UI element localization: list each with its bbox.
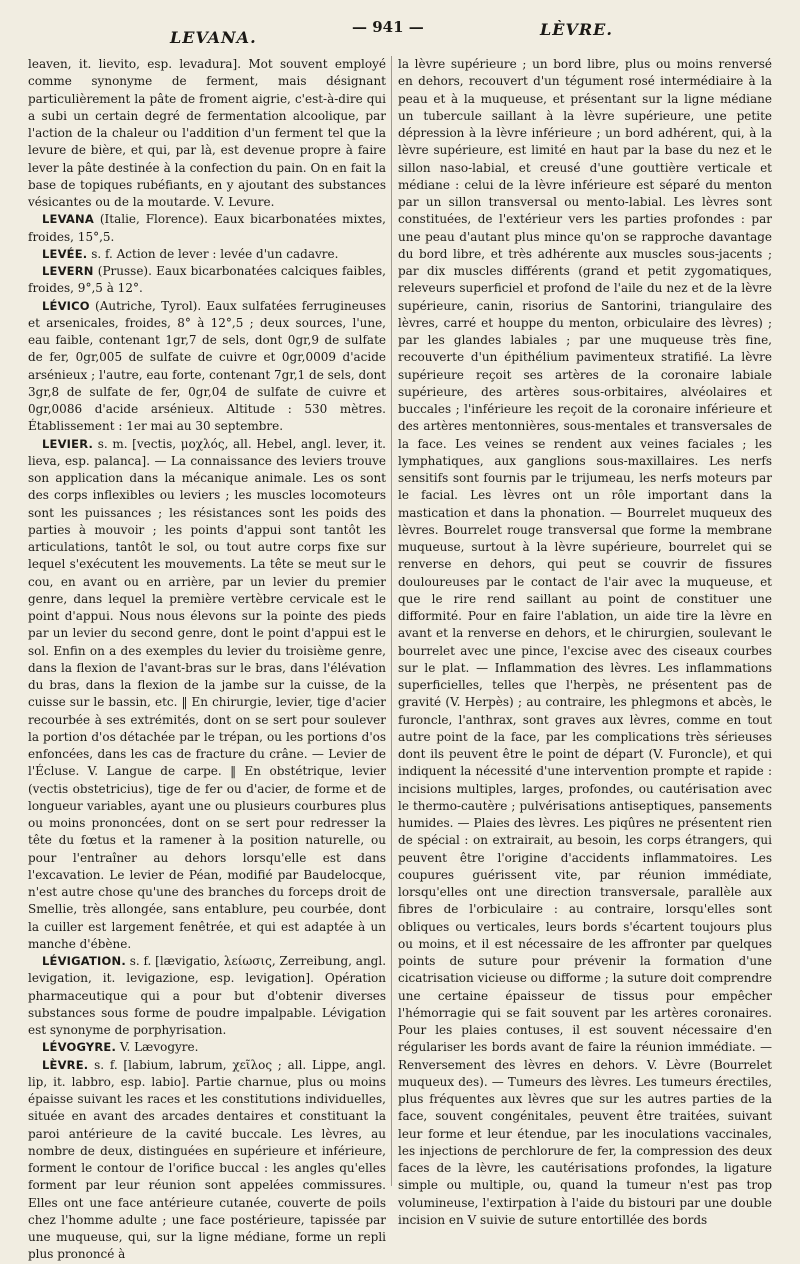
left-column bbox=[28, 56, 387, 1262]
entry-text: s. f. Action de lever : levée d'un cadavre. bbox=[91, 246, 339, 261]
entry-headword: LÉVICO bbox=[42, 298, 90, 313]
entry-text: V. Lævogyre. bbox=[119, 1040, 199, 1055]
entry-headword: LÉVIGATION. bbox=[42, 954, 126, 968]
entry-text: (Prusse). Eaux bicarbonatées calciques faibles, froides, 9°,5 à 12°. bbox=[28, 264, 386, 296]
header-right-word: LÈVRE. bbox=[540, 20, 613, 39]
entry-text: leaven, it. lievito, esp. levadura]. Mot souvent employé comme synonyme de ferment, mais désignant particulièrement la pâte de froment aigrie, c'est-à-dire qui a subi un certain degré de fermentation alcoolique, par l'action de la chaleur ou l'addition d'un ferment tel que la levure de bière, et qui, par là, est devenue propre à faire lever la pâte destinée à la confection du pain. On en fait la base de topiques rubéfiants, en y ajoutant des substances vésicantes ou de la moutarde. V. Levure. bbox=[28, 57, 386, 209]
entry-levern bbox=[28, 263, 386, 298]
entry-text: s. m. [vectis, μοχλός, all. Hebel, angl. lever, it. lieva, esp. palanca]. — La connaissance des leviers trouve son application dans la mécanique animale. Les os sont des corps inflexibles ou leviers ; les muscles locomoteurs sont les puissances ; les résistances sont les poids des parties à mouvoir ; les points d'appui sont tantôt les articulations, tantôt le sol, ou tout autre corps fixe sur lequel s'exécutent les mouvements. La tête se meut sur le cou, en avant ou en arrière, par un levier du premier genre, dans lequel la première vertèbre cervicale est le point d'appui. Nous nous élevons sur la pointe des pieds par un levier du second genre, dont le point d'appui est le sol. Enfin on a des exemples du levier du troisième genre, dans la flexion de l'avant-bras sur le bras, dans l'élévation du bras, dans la flexion de la jambe sur la cuisse, de la cuisse sur le bassin, etc. ‖ En chirurgie, levier, tige d'acier recourbée à ses extrémités, dont on se sert pour soulever la portion d'os détachée par le trépan, ou les portions d'os enfoncées, dans les cas de fracture du crâne. — Levier de l'Écluse. V. Langue de carpe. ‖ En obstétrique, levier (vectis obstetricius), tige de fer ou d'acier, de forme et de longueur variables, ayant une ou plusieurs courbures plus ou moins prononcées, dont on se sert pour redresser la tête du fœtus et la ramener à la position naturelle, ou pour l'entraîner au dehors lorsqu'elle est dans l'excavation. Le levier de Péan, modifié par Baudelocque, n'est autre chose qu'une des branches du forceps droit de Smellie, très allongée, sans entablure, peu courbée, dont la cuiller est largement fenêtrée, et qui est adaptée à un manche d'ébène. bbox=[28, 436, 386, 951]
page-number: — 941 — bbox=[352, 18, 424, 36]
entry-headword: LÉVOGYRE. bbox=[42, 1040, 117, 1055]
entry-headword: LEVIER. bbox=[42, 436, 94, 451]
header-left-word: LEVANA. bbox=[170, 28, 257, 47]
entry-levigation bbox=[28, 953, 386, 1039]
running-header bbox=[0, 18, 800, 48]
entry-levre bbox=[28, 1057, 386, 1264]
entry-continuation bbox=[28, 56, 386, 211]
entry-text: la lèvre supérieure ; un bord libre, plus ou moins renversé en dehors, recouvert d'un tégument rosé intermédiaire à la peau et à la muqueuse, et présentant sur la ligne médiane un tubercule saillant à la lèvre supérieure, une petite dépression à la lèvre inférieure ; un bord adhérent, qui, à la lèvre supérieure, est limité en haut par la base du nez et le sillon naso-labial, et creusé d'une gouttière verticale et médiane : celui de la lèvre inférieure est séparé du menton par un sillon transversal ou mento-labial. Les lèvres sont constituées, de l'extérieur vers les parties profondes : par une peau d'autant plus mince qu'on se rapproche davantage du bord libre, et très adhérente aux muscles sous-jacents ; par dix muscles différents (grand et petit zygomatiques, releveurs superficiel et profond de l'aile du nez et de la lèvre supérieure, canin, risorius de Santorini, triangulaire des lèvres, carré et houppe du menton, orbiculaire des lèvres) ; par les glandes labiales ; par une muqueuse très fine, recouverte d'un épithélium pavimenteux stratifié. La lèvre supérieure reçoit ses artères de la coronaire labiale supérieure, des artères sous-orbitaires, alvéolaires et buccales ; l'inférieure les reçoit de la coronaire inférieure et des artères mentonnières, sous-mentales et transversales de la face. Les veines se rendent aux veines faciales ; les lymphatiques, aux ganglions sous-maxillaires. Les nerfs sensitifs sont fournis par le trijumeau, les nerfs moteurs par le facial. Les lèvres ont un rôle important dans la mastication et dans la phonation. — Bourrelet muqueux des lèvres. Bourrelet rouge transversal que forme la membrane muqueuse, surtout à la lèvre supérieure, bourrelet qui se renverse en dehors, qui peut se couvrir de fissures douloureuses par le contact de l'air avec la muqueuse, et que le rire rend saillant au point de constituer une difformité. Pour en faire l'ablation, un aide tire la lèvre en avant et la renverse en dehors, et le chirurgien, soulevant le bourrelet avec une pince, l'excise avec des ciseaux courbes sur le plat. — Inflammation des lèvres. Les inflammations superficielles, telles que l'herpès, ne présentent pas de gravité (V. Herpès) ; au contraire, les phlegmons et abcès, le furoncle, l'anthrax, sont graves aux lèvres, comme en tout autre point de la face, par les complications très sérieuses dont ils peuvent être le point de départ (V. Furoncle), et qui indiquent la nécessité d'une intervention prompte et rapide : incisions multiples, larges, profondes, ou cautérisation avec le thermo-cautère ; pulvérisations antiseptiques, pansements humides. — Plaies des lèvres. Les piqûres ne présentent rien de spécial : on extrairait, au besoin, les corps étrangers, qui peuvent être l'origine d'accidents inflammatoires. Les coupures guérissent vite, par réunion immédiate, lorsqu'elles ont une direction transversale, parallèle aux fibres de l'orbiculaire : au contraire, lorsqu'elles sont obliques ou verticales, leurs bords s'écartent toujours plus ou moins, et il est nécessaire de les affronter par quelques points de suture pour prévenir la formation d'une cicatrisation vicieuse ou difforme ; la suture doit comprendre une certaine épaisseur de tissus pour empêcher l'hémorragie qui se fait souvent par les artères coronaires. Pour les plaies contuses, il est souvent nécessaire d'en régulariser les bords avant de faire la réunion immédiate. — Renversement des lèvres en dehors. V. Lèvre (Bourrelet muqueux des). — Tumeurs des lèvres. Les tumeurs érectiles, plus fréquentes aux lèvres que sur les autres parties de la face, souvent congénitales, peuvent être traitées, suivant leur forme et leur étendue, par les inoculations vaccinales, les injections de perchlorure de fer, la compression des deux faces de la lèvre, les cautérisations profondes, la ligature simple ou multiple, ou, quand la tumeur n'est pas trop volumineuse, l'extirpation à l'aide du bistouri par une double incision en V suivie de suture entortillée des bords bbox=[398, 57, 772, 1227]
right-column bbox=[398, 56, 772, 1227]
entry-text: s. f. [labium, labrum, χεῖλος ; all. Lippe, angl. lip, it. labbro, esp. labio]. Partie charnue, plus ou moins épaisse suivant les races et les constitutions individuelles, située en avant des arcades dentaires et constituant la paroi antérieure de la cavité buccale. Les lèvres, au nombre de deux, distinguées en supérieure et inférieure, forment le contour de l'orifice buccal : les angles qu'elles forment par leur réunion sont appelées commissures. Elles ont une face antérieure cutanée, couverte de poils chez l'homme adulte ; une face postérieure, tapissée par une muqueuse, qui, sur la ligne médiane, forme un repli plus prononcé à bbox=[28, 1057, 386, 1262]
entry-levogyre bbox=[28, 1039, 386, 1056]
entry-text: (Autriche, Tyrol). Eaux sulfatées ferrugineuses et arsenicales, froides, 8° à 12°,5 ; deux sources, l'une, eau faible, contenant 1gr,7 de sels, dont 0gr,9 de sulfate de fer, 0gr,005 de sulfate de cuivre et 0gr,0009 d'acide arsénieux ; l'autre, eau forte, contenant 7gr,1 de sels, dont 3gr,8 de sulfate de fer, 0gr,04 de sulfate de cuivre et 0gr,0086 d'acide arsénieux. Altitude : 530 mètres. Établissement : 1er mai au 30 septembre. bbox=[28, 298, 386, 434]
entry-headword: LEVERN bbox=[42, 264, 94, 278]
entry-headword: LÈVRE. bbox=[42, 1057, 89, 1072]
entry-headword: LEVANA bbox=[42, 212, 94, 227]
column-divider bbox=[391, 56, 392, 1186]
entry-levico bbox=[28, 298, 386, 436]
entry-text: s. f. [lævigatio, λείωσις, Zerreibung, angl. levigation, it. levigazione, esp. levigation]. Opération pharmaceutique qui a pour but d'obtenir diverses substances sous forme de poudre impalpable. Lévigation est synonyme de porphyrisation. bbox=[28, 954, 387, 1037]
entry-levier bbox=[28, 436, 386, 954]
entry-text: (Italie, Florence). Eaux bicarbonatées mixtes, froides, 15°,5. bbox=[28, 212, 386, 244]
entry-levana bbox=[28, 211, 386, 246]
entry-continuation bbox=[398, 56, 772, 1229]
entry-headword: LEVÉE. bbox=[42, 246, 88, 261]
entry-levee bbox=[28, 246, 386, 263]
